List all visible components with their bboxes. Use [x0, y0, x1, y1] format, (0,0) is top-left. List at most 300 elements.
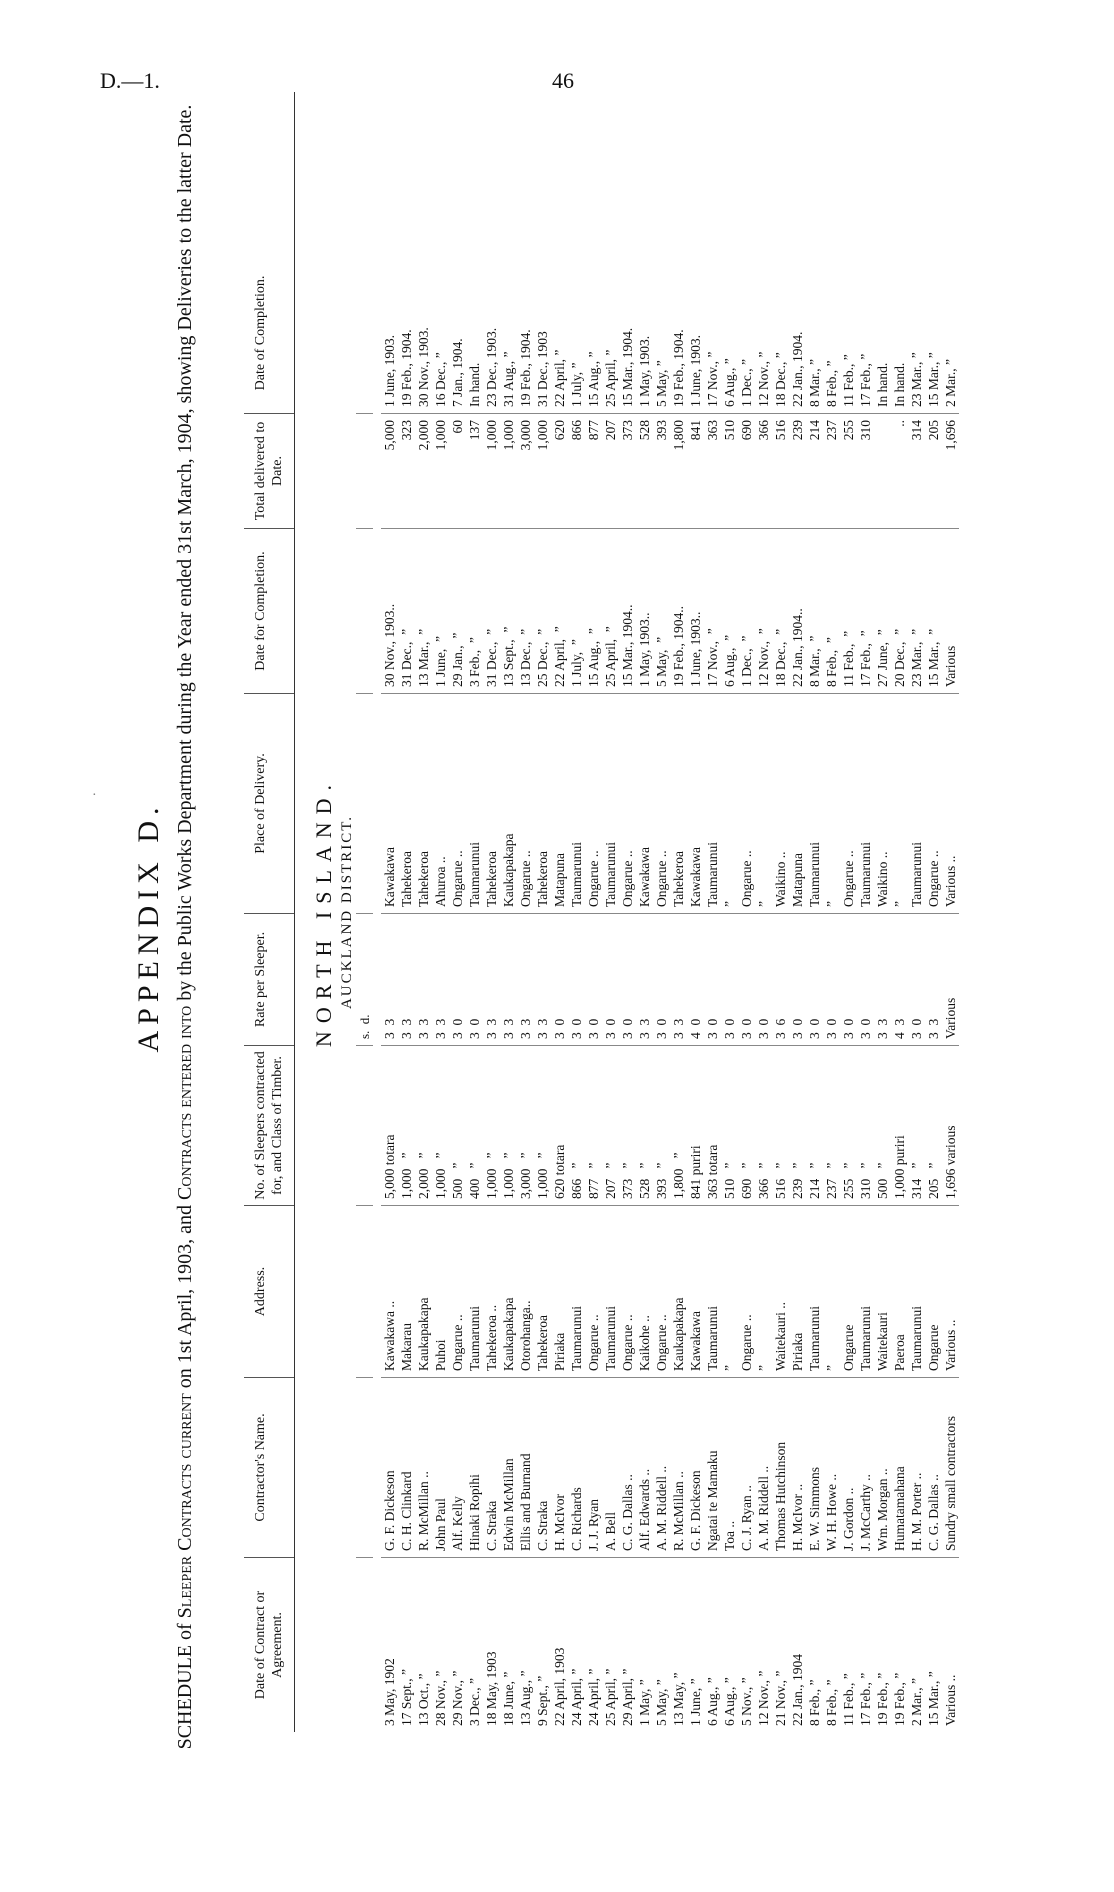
cell-place: Kawakawa — [381, 693, 398, 913]
cell-date-of-completion: 11 Feb., ” — [841, 354, 856, 407]
cell-date-of-completion: 12 Nov., ” — [756, 351, 771, 407]
cell-sleepers: 1,000 ” — [432, 1045, 449, 1205]
cell-place: Tahekeroa — [670, 693, 687, 913]
cell-date-for-completion: Various — [942, 528, 959, 693]
cell-place: Taumarunui — [602, 693, 619, 913]
cell-date-of-completion: 17 Nov., ” — [705, 351, 720, 407]
cell-place: Ongarue .. — [585, 693, 602, 913]
cell-address: Ongarue .. — [738, 1205, 755, 1377]
cell-address: ” — [755, 1205, 772, 1377]
table-row — [687, 92, 704, 1732]
cell-date-for-completion: 13 Dec., ” — [517, 528, 534, 693]
cell-date-of-contract: 5 Nov., ” — [738, 1557, 755, 1732]
cell-date-of-contract: 6 Aug., ” — [704, 1557, 721, 1732]
cell-date-of-contract: Various .. — [942, 1557, 959, 1732]
cell-place: ” — [823, 693, 840, 913]
cell-sleepers: 1,696 various — [942, 1045, 959, 1205]
cell-rate: 3 3 — [517, 913, 534, 1045]
cell-rate: 3 3 — [670, 913, 687, 1045]
cell-rate: 3 0 — [704, 913, 721, 1045]
cell-rate: 3 3 — [483, 913, 500, 1045]
cell-sleepers: 363 totara — [704, 1045, 721, 1205]
cell-date-for-completion: 15 Mar., 1904.. — [619, 528, 636, 693]
cell-address: ” — [823, 1205, 840, 1377]
table-row — [449, 92, 466, 1732]
cell-place: Waikino .. — [874, 693, 891, 913]
cell-date-for-completion: 15 Aug., ” — [585, 528, 602, 693]
cell-contractor-name: C. G. Dallas .. — [619, 1377, 636, 1557]
cell-contractor-name: C. J. Ryan .. — [738, 1377, 755, 1557]
cell-address: Waitekauri — [874, 1205, 891, 1377]
cell-sleepers: 510 ” — [721, 1045, 738, 1205]
cell-date-for-completion: 23 Mar., ” — [908, 528, 925, 693]
cell-contractor-name: Humatamahana — [891, 1377, 908, 1557]
table-row — [398, 92, 415, 1732]
cell-place: Ongarue .. — [619, 693, 636, 913]
cell-total-delivered: 207 — [602, 413, 619, 528]
cell-contractor-name: Edwin McMillan — [500, 1377, 517, 1557]
cell-contractor-name: C. H. Clinkard — [398, 1377, 415, 1557]
page-number: 46 — [552, 68, 574, 93]
cell-rate: 3 3 — [534, 913, 551, 1045]
cell-date-of-completion: 22 April, ” — [552, 349, 567, 407]
cell-place: Kawakawa — [687, 693, 704, 913]
table-row — [721, 92, 738, 1732]
cell-date-for-completion: 1 Dec., ” — [738, 528, 755, 693]
cell-sleepers: 2,000 ” — [415, 1045, 432, 1205]
cell-contractor-name: Hinaki Ropihi — [466, 1377, 483, 1557]
cell-total-delivered: 323 — [398, 413, 415, 528]
cell-date-of-contract: 22 April, 1903 — [551, 1557, 568, 1732]
table-row — [908, 92, 925, 1732]
cell-date-for-completion: 13 Sept., ” — [500, 528, 517, 693]
cell-rate: 3 3 — [381, 913, 398, 1045]
cell-contractor-name: R. McMillan .. — [415, 1377, 432, 1557]
cell-address: Tahekeroa — [534, 1205, 551, 1377]
schedule-title-part4: Contracts entered into — [174, 1005, 196, 1200]
cell-place: Tahekeroa — [483, 693, 500, 913]
cell-total-delivered: 205 — [925, 413, 942, 528]
scan-mark: · — [92, 788, 97, 803]
cell-rate: 3 0 — [840, 913, 857, 1045]
cell-date-of-completion: 8 Mar., ” — [807, 359, 822, 407]
contracts-table — [244, 92, 959, 1732]
cell-date-of-contract: 13 Oct., ” — [415, 1557, 432, 1732]
rotated-schedule — [124, 0, 1114, 1872]
cell-date-of-contract: 24 April, ” — [568, 1557, 585, 1732]
cell-total-delivered — [874, 413, 891, 528]
cell-date-for-completion: 8 Mar., ” — [806, 528, 823, 693]
cell-place: Taumarunui — [857, 693, 874, 913]
cell-rate: 3 0 — [466, 913, 483, 1045]
cell-total-delivered: 310 — [857, 413, 874, 528]
cell-address: Taumarunui — [602, 1205, 619, 1377]
cell-address: Kaikohe .. — [636, 1205, 653, 1377]
cell-date-of-contract: 12 Nov., ” — [755, 1557, 772, 1732]
cell-total-delivered: 690 — [738, 413, 755, 528]
cell-sleepers: 1,000 ” — [500, 1045, 517, 1205]
cell-address: Ongarue .. — [619, 1205, 636, 1377]
cell-total-delivered: 255 — [840, 413, 857, 528]
table-row — [381, 92, 398, 1732]
cell-place: Ongarue .. — [449, 693, 466, 913]
cell-sleepers: 516 ” — [772, 1045, 789, 1205]
table-row — [857, 92, 874, 1732]
cell-address: Taumarunui — [568, 1205, 585, 1377]
table-row — [619, 92, 636, 1732]
cell-rate: 3 0 — [721, 913, 738, 1045]
cell-contractor-name: Sundry small contractors — [942, 1377, 959, 1557]
table-row — [568, 92, 585, 1732]
cell-date-of-contract: 6 Aug., ” — [721, 1557, 738, 1732]
cell-sleepers: 400 ” — [466, 1045, 483, 1205]
cell-place: Ongarue .. — [840, 693, 857, 913]
cell-place: ” — [891, 693, 908, 913]
cell-sleepers: 205 ” — [925, 1045, 942, 1205]
cell-date-of-contract: 24 April, ” — [585, 1557, 602, 1732]
cell-date-for-completion: 1 June, ” — [432, 528, 449, 693]
table-row — [840, 92, 857, 1732]
cell-date-of-contract: 1 June, ” — [687, 1557, 704, 1732]
table-row — [670, 92, 687, 1732]
cell-place: Kawakawa — [636, 693, 653, 913]
cell-rate: 3 0 — [653, 913, 670, 1045]
cell-place: Ongarue .. — [653, 693, 670, 913]
appendix-title: APPENDIX D. — [132, 801, 165, 1053]
cell-date-of-completion: 1 May, 1903. — [637, 335, 652, 407]
table-row — [738, 92, 755, 1732]
cell-total-delivered: 239 — [789, 413, 806, 528]
cell-address: Ongarue .. — [653, 1205, 670, 1377]
cell-total-delivered: 5,000 — [381, 413, 398, 528]
cell-place: Taumarunui — [568, 693, 585, 913]
table-row — [636, 92, 653, 1732]
cell-date-of-completion: 1 June, 1903. — [688, 335, 703, 407]
cell-rate: 3 0 — [449, 913, 466, 1045]
cell-date-of-completion: 15 Mar., ” — [926, 352, 941, 407]
cell-date-for-completion: 11 Feb., ” — [840, 528, 857, 693]
cell-date-of-completion: 22 Jan., 1904. — [790, 331, 805, 407]
cell-contractor-name: J. Gordon .. — [840, 1377, 857, 1557]
cell-sleepers: 393 ” — [653, 1045, 670, 1205]
cell-date-of-contract: 19 Feb., ” — [874, 1557, 891, 1732]
cell-rate: 3 0 — [568, 913, 585, 1045]
cell-date-of-contract: 17 Feb., ” — [857, 1557, 874, 1732]
cell-address: Taumarunui — [466, 1205, 483, 1377]
cell-address: Taumarunui — [704, 1205, 721, 1377]
cell-date-of-completion: 23 Mar., ” — [909, 352, 924, 407]
cell-address: Various .. — [942, 1205, 959, 1377]
cell-rate: 3 0 — [908, 913, 925, 1045]
cell-contractor-name: Thomas Hutchinson — [772, 1377, 789, 1557]
cell-date-of-completion: In hand. — [892, 362, 907, 407]
cell-date-for-completion: 29 Jan., ” — [449, 528, 466, 693]
table-row — [534, 92, 551, 1732]
cell-date-for-completion: 25 Dec., ” — [534, 528, 551, 693]
cell-date-of-contract: 25 April, ” — [602, 1557, 619, 1732]
table-header — [244, 92, 295, 1732]
cell-address: Kawakawa .. — [381, 1205, 398, 1377]
table-row — [874, 92, 891, 1732]
cell-sleepers: 366 ” — [755, 1045, 772, 1205]
cell-date-of-contract: 15 Mar., ” — [925, 1557, 942, 1732]
cell-date-of-contract: 21 Nov., ” — [772, 1557, 789, 1732]
cell-sleepers: 237 ” — [823, 1045, 840, 1205]
cell-contractor-name: Ngatai te Mamaku — [704, 1377, 721, 1557]
cell-place: Ongarue .. — [517, 693, 534, 913]
cell-address: ” — [721, 1205, 738, 1377]
cell-address: Paeroa — [891, 1205, 908, 1377]
table-row — [823, 92, 840, 1732]
cell-date-of-completion: 2 Mar., ” — [943, 359, 958, 407]
cell-date-of-contract: 8 Feb., ” — [823, 1557, 840, 1732]
cell-total-delivered: 2,000 — [415, 413, 432, 528]
cell-total-delivered: 516 — [772, 413, 789, 528]
cell-address: Puhoi — [432, 1205, 449, 1377]
cell-date-of-contract: 18 June, ” — [500, 1557, 517, 1732]
cell-sleepers: 1,800 ” — [670, 1045, 687, 1205]
cell-rate: 3 3 — [415, 913, 432, 1045]
cell-date-for-completion: 3 Feb., ” — [466, 528, 483, 693]
cell-sleepers: 3,000 ” — [517, 1045, 534, 1205]
cell-address: Otorohanga.. — [517, 1205, 534, 1377]
cell-address: Kawakawa — [687, 1205, 704, 1377]
cell-sleepers: 690 ” — [738, 1045, 755, 1205]
cell-contractor-name: J. McCarthy .. — [857, 1377, 874, 1557]
col-rate: Rate per Sleeper. — [244, 913, 294, 1045]
rate-units: s. d. — [356, 913, 373, 1045]
cell-contractor-name: C. Straka — [483, 1377, 500, 1557]
cell-total-delivered: 510 — [721, 413, 738, 528]
cell-place: ” — [755, 693, 772, 913]
cell-total-delivered: 237 — [823, 413, 840, 528]
cell-address: Ongarue .. — [449, 1205, 466, 1377]
table-row — [653, 92, 670, 1732]
cell-total-delivered: 373 — [619, 413, 636, 528]
cell-rate: 3 0 — [789, 913, 806, 1045]
cell-contractor-name: C. Straka — [534, 1377, 551, 1557]
cell-place: Taumarunui — [908, 693, 925, 913]
cell-total-delivered: 366 — [755, 413, 772, 528]
cell-date-for-completion: 31 Dec., ” — [483, 528, 500, 693]
cell-address: Taumarunui — [857, 1205, 874, 1377]
col-total-delivered: Total delivered to Date. — [244, 413, 294, 528]
schedule-title-part5: by the Public Works Department during the Year ended 31st March, 1904, showing Deliveries to the latter Date. — [174, 104, 196, 1006]
cell-rate: 3 3 — [874, 913, 891, 1045]
cell-rate: 3 0 — [857, 913, 874, 1045]
cell-date-for-completion: 6 Aug., ” — [721, 528, 738, 693]
schedule-title-part3: on 1st April, 1903, and — [174, 1199, 196, 1394]
cell-date-of-contract: 28 Nov., ” — [432, 1557, 449, 1732]
col-date-for-completion: Date for Completion. — [244, 528, 294, 693]
cell-rate: 3 0 — [806, 913, 823, 1045]
cell-place: Tahekeroa — [398, 693, 415, 913]
cell-date-for-completion: 17 Feb., ” — [857, 528, 874, 693]
cell-address: Taumarunui — [806, 1205, 823, 1377]
table-row — [432, 92, 449, 1732]
cell-rate: 3 0 — [823, 913, 840, 1045]
col-contractor-name: Contractor's Name. — [244, 1377, 294, 1557]
cell-total-delivered: 841 — [687, 413, 704, 528]
cell-date-for-completion: 1 May, 1903.. — [636, 528, 653, 693]
cell-sleepers: 866 ” — [568, 1045, 585, 1205]
cell-contractor-name: Ellis and Burnand — [517, 1377, 534, 1557]
cell-total-delivered: 137 — [466, 413, 483, 528]
cell-address: Waitekauri .. — [772, 1205, 789, 1377]
cell-address: Tahekeroa .. — [483, 1205, 500, 1377]
cell-sleepers: 314 ” — [908, 1045, 925, 1205]
cell-date-of-contract: 19 Feb., ” — [891, 1557, 908, 1732]
cell-date-of-contract: 3 May, 1902 — [381, 1557, 398, 1732]
cell-date-of-completion: 19 Feb., 1904. — [518, 329, 533, 407]
col-date-of-completion: Date of Completion. — [253, 275, 268, 391]
cell-date-of-contract: 9 Sept., ” — [534, 1557, 551, 1732]
cell-date-of-completion: 7 Jan., 1904. — [450, 338, 465, 407]
cell-rate: 3 3 — [500, 913, 517, 1045]
cell-date-for-completion: 17 Nov., ” — [704, 528, 721, 693]
cell-contractor-name: Alf. Kelly — [449, 1377, 466, 1557]
cell-total-delivered: 1,000 — [432, 413, 449, 528]
cell-rate: 4 3 — [891, 913, 908, 1045]
cell-place: Ahuroa .. — [432, 693, 449, 913]
cell-date-of-contract: 29 April, ” — [619, 1557, 636, 1732]
cell-rate: 3 0 — [738, 913, 755, 1045]
cell-date-of-contract: 1 May, ” — [636, 1557, 653, 1732]
cell-place: Various .. — [942, 693, 959, 913]
cell-sleepers: 500 ” — [449, 1045, 466, 1205]
cell-sleepers: 239 ” — [789, 1045, 806, 1205]
cell-rate: 3 3 — [432, 913, 449, 1045]
table-row — [806, 92, 823, 1732]
cell-date-of-completion: 1 Dec., ” — [739, 359, 754, 407]
page-reference: D.—1. — [100, 68, 160, 93]
schedule-title — [172, 0, 198, 1872]
cell-total-delivered: 1,800 — [670, 413, 687, 528]
cell-sleepers: 214 ” — [806, 1045, 823, 1205]
cell-date-of-completion: In hand. — [875, 362, 890, 407]
cell-date-for-completion: 18 Dec., ” — [772, 528, 789, 693]
cell-date-of-completion: 19 Feb., 1904. — [399, 329, 414, 407]
cell-date-for-completion: 22 Jan., 1904.. — [789, 528, 806, 693]
table-row — [891, 92, 908, 1732]
cell-address: Ongarue .. — [585, 1205, 602, 1377]
cell-contractor-name: H. McIvor — [551, 1377, 568, 1557]
cell-contractor-name: E. W. Simmons — [806, 1377, 823, 1557]
cell-contractor-name: John Paul — [432, 1377, 449, 1557]
cell-date-of-completion: 23 Dec., 1903. — [484, 327, 499, 407]
cell-place: Kaukapakapa — [500, 693, 517, 913]
cell-total-delivered: 1,000 — [483, 413, 500, 528]
cell-contractor-name: Toa .. — [721, 1377, 738, 1557]
cell-address: Ongarue — [840, 1205, 857, 1377]
cell-contractor-name: W. H. Howe .. — [823, 1377, 840, 1557]
col-sleepers: No. of Sleepers contracted for, and Class of Timber. — [244, 1045, 294, 1205]
cell-date-of-completion: 1 July, ” — [569, 362, 584, 407]
col-date-of-contract: Date of Contract or Agreement. — [244, 1557, 294, 1732]
cell-date-for-completion: 22 April, ” — [551, 528, 568, 693]
cell-date-of-completion: 19 Feb., 1904. — [671, 329, 686, 407]
table-row — [755, 92, 772, 1732]
cell-contractor-name: H. McIvor .. — [789, 1377, 806, 1557]
cell-place: Taumarunui — [806, 693, 823, 913]
cell-date-for-completion: 15 Mar., ” — [925, 528, 942, 693]
cell-date-of-contract: 8 Feb., ” — [806, 1557, 823, 1732]
cell-address: Kaukapakapa — [500, 1205, 517, 1377]
cell-total-delivered: 877 — [585, 413, 602, 528]
cell-total-delivered: .. — [891, 413, 908, 528]
cell-date-of-completion: 16 Dec., ” — [433, 352, 448, 407]
cell-date-of-contract: 5 May, ” — [653, 1557, 670, 1732]
cell-date-for-completion: 31 Dec., ” — [398, 528, 415, 693]
cell-date-of-completion: 15 Aug., ” — [586, 351, 601, 407]
cell-contractor-name: C. Richards — [568, 1377, 585, 1557]
cell-rate: 3 0 — [602, 913, 619, 1045]
cell-date-of-contract: 2 Mar., ” — [908, 1557, 925, 1732]
table-row — [704, 92, 721, 1732]
cell-total-delivered: 1,000 — [534, 413, 551, 528]
table-row — [942, 92, 959, 1732]
cell-place: Waikino .. — [772, 693, 789, 913]
cell-date-of-completion: 31 Dec., 1903 — [535, 331, 550, 407]
region-title: NORTH ISLAND. — [311, 776, 336, 1048]
table-row — [466, 92, 483, 1732]
cell-date-of-completion: 18 Dec., ” — [773, 352, 788, 407]
cell-sleepers: 373 ” — [619, 1045, 636, 1205]
cell-date-of-completion: 5 May, ” — [654, 360, 669, 407]
cell-sleepers: 1,000 ” — [398, 1045, 415, 1205]
cell-total-delivered: 620 — [551, 413, 568, 528]
cell-sleepers: 5,000 totara — [381, 1045, 398, 1205]
cell-contractor-name: R. McMillan .. — [670, 1377, 687, 1557]
table-body — [381, 92, 959, 1732]
cell-date-of-contract: 13 Aug., ” — [517, 1557, 534, 1732]
cell-date-for-completion: 1 July, ” — [568, 528, 585, 693]
cell-address: Piriaka — [789, 1205, 806, 1377]
table-row — [585, 92, 602, 1732]
cell-rate: 3 3 — [398, 913, 415, 1045]
cell-date-for-completion: 25 April, ” — [602, 528, 619, 693]
cell-date-of-contract: 11 Feb., ” — [840, 1557, 857, 1732]
cell-sleepers: 841 puriri — [687, 1045, 704, 1205]
cell-date-for-completion: 13 Mar., ” — [415, 528, 432, 693]
table-row — [551, 92, 568, 1732]
table-row — [602, 92, 619, 1732]
cell-total-delivered: 1,000 — [500, 413, 517, 528]
cell-total-delivered: 314 — [908, 413, 925, 528]
cell-date-of-completion: 25 April, ” — [603, 349, 618, 407]
cell-rate: 3 3 — [636, 913, 653, 1045]
cell-date-for-completion: 19 Feb., 1904.. — [670, 528, 687, 693]
cell-total-delivered: 60 — [449, 413, 466, 528]
cell-place: Tahekeroa — [534, 693, 551, 913]
cell-date-of-completion: 15 Mar., 1904. — [620, 327, 635, 407]
schedule-title-part2: Sleeper Contracts current — [174, 1393, 196, 1619]
cell-contractor-name: G. F. Dickeson — [687, 1377, 704, 1557]
table-row — [925, 92, 942, 1732]
cell-total-delivered: 866 — [568, 413, 585, 528]
cell-sleepers: 1,000 ” — [483, 1045, 500, 1205]
cell-place: Tahekeroa — [415, 693, 432, 913]
cell-sleepers: 207 ” — [602, 1045, 619, 1205]
cell-rate: 3 0 — [755, 913, 772, 1045]
cell-rate: 3 3 — [925, 913, 942, 1045]
cell-place: Taumarunui — [704, 693, 721, 913]
cell-date-of-completion: In hand. — [467, 362, 482, 407]
cell-contractor-name: Alf. Edwards .. — [636, 1377, 653, 1557]
cell-total-delivered: 1,696 — [942, 413, 959, 528]
table-row — [415, 92, 432, 1732]
cell-total-delivered: 214 — [806, 413, 823, 528]
